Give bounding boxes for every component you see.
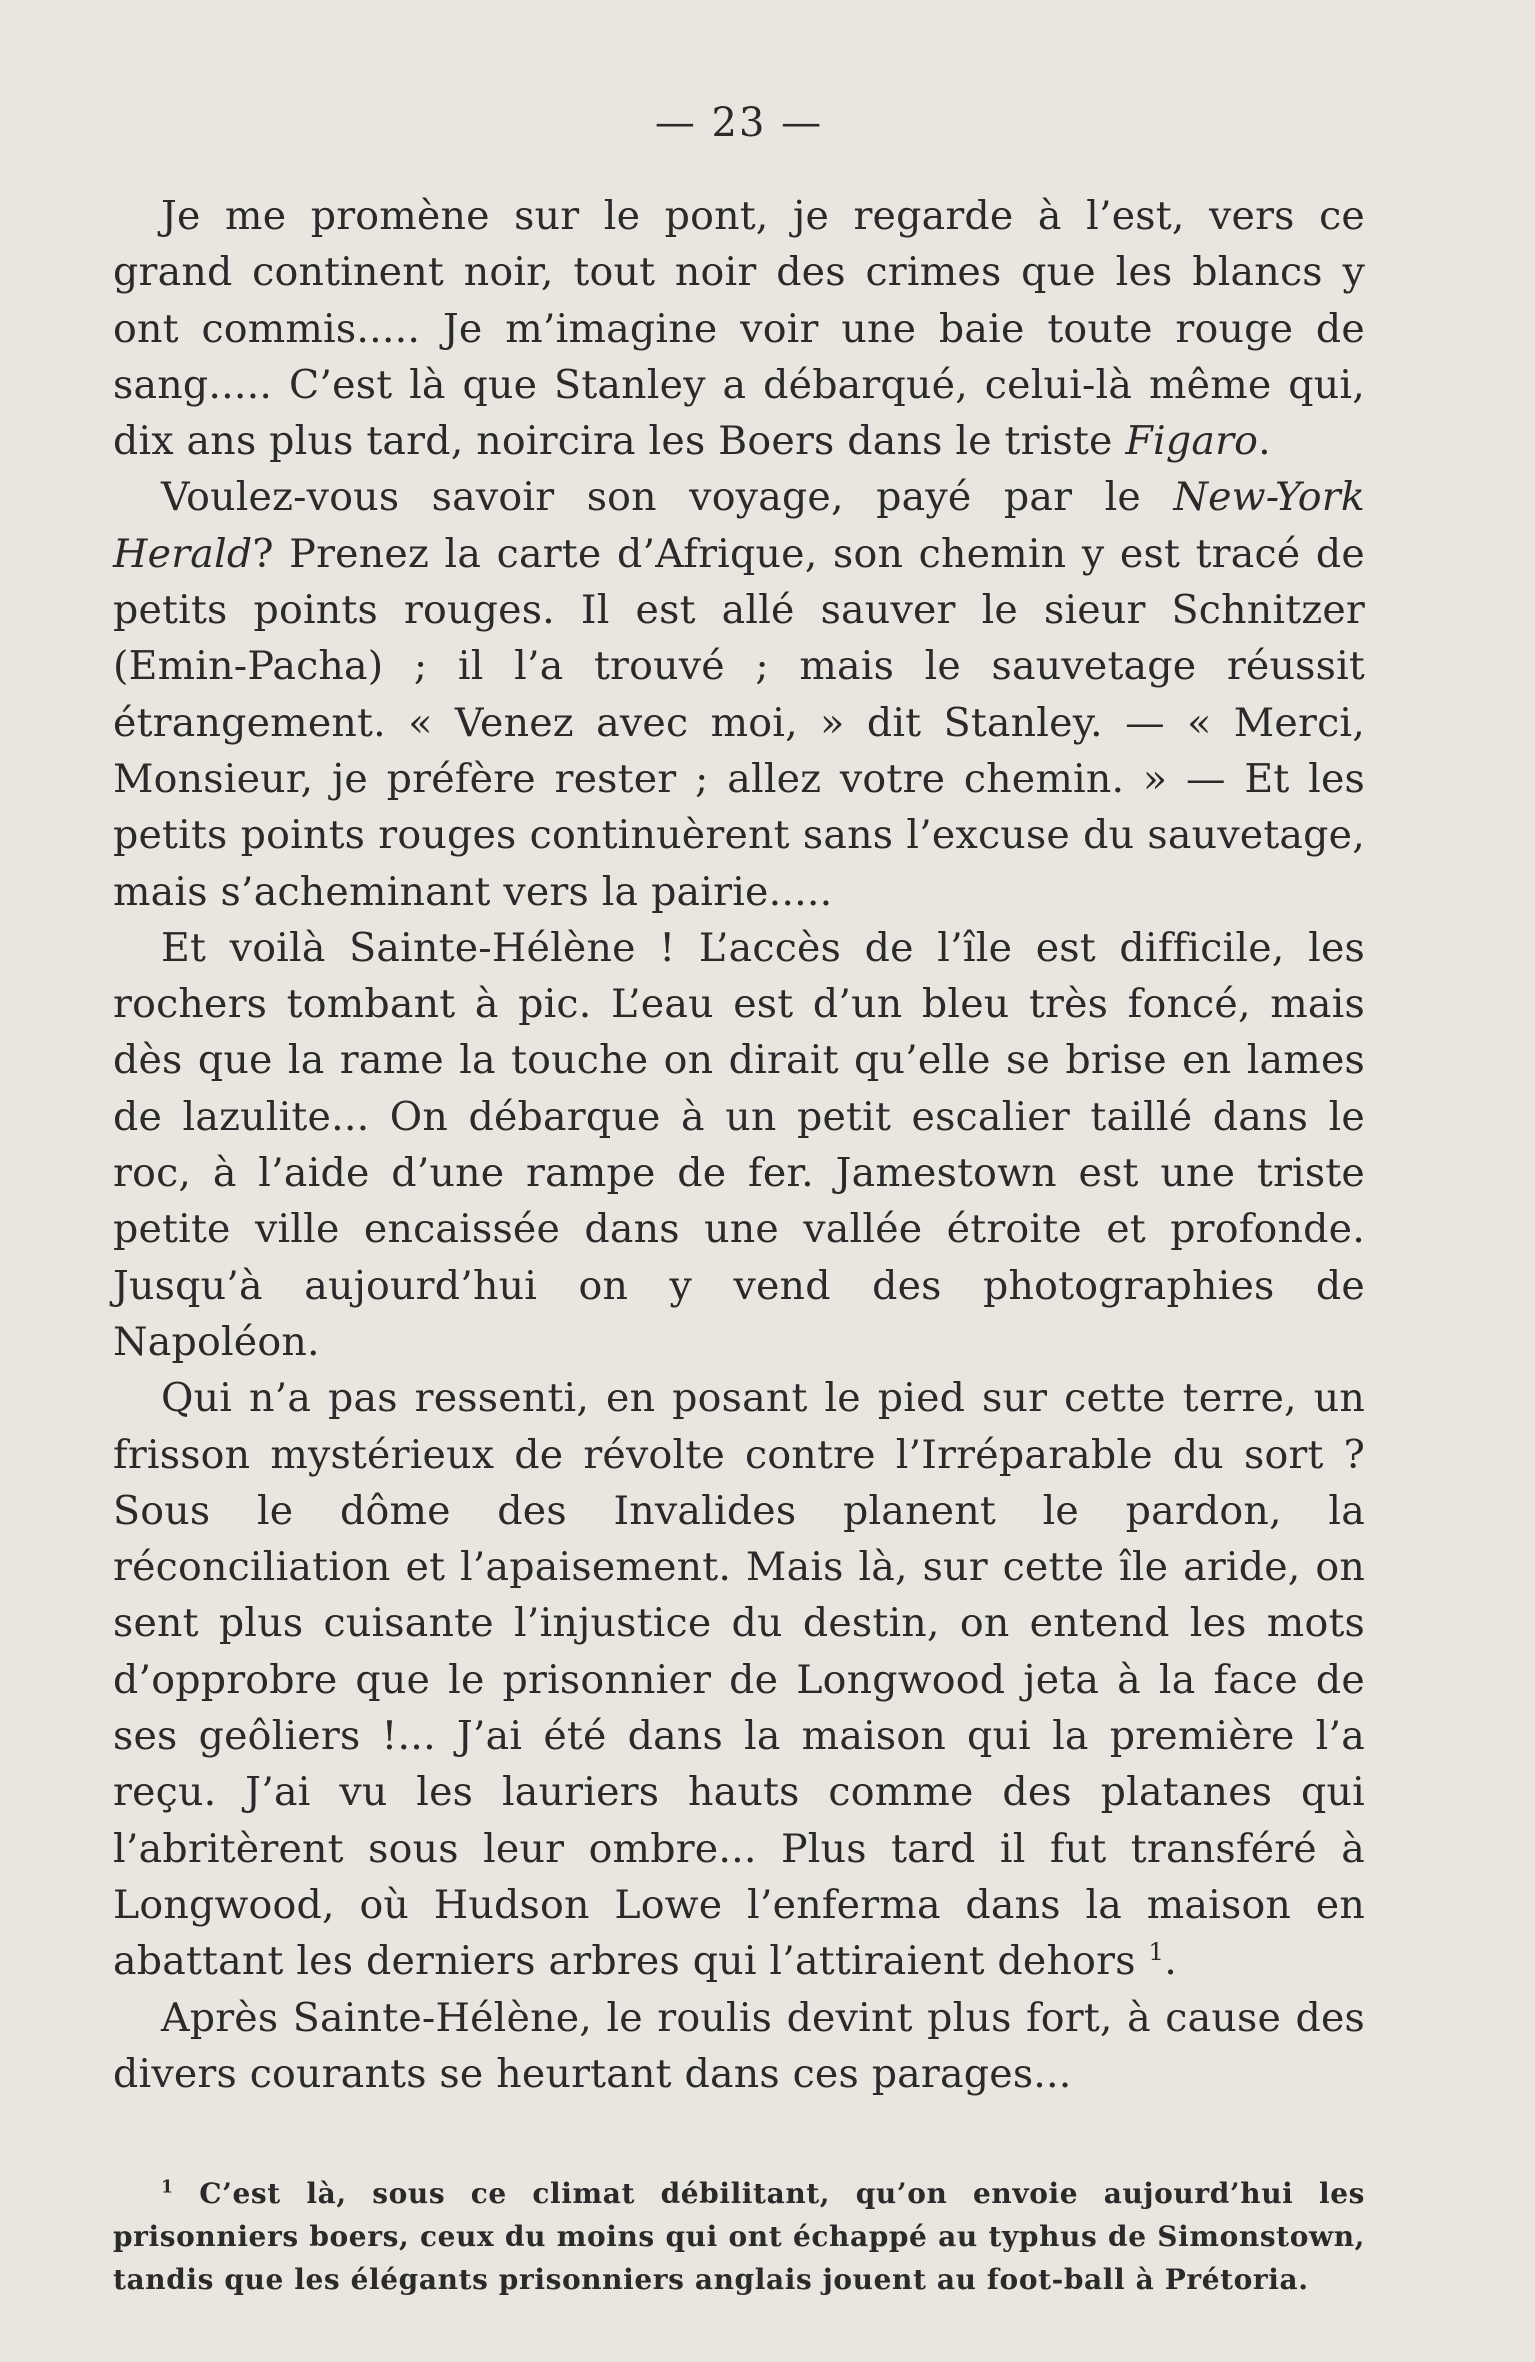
paragraph-4: [113, 1370, 1365, 1989]
text-run: Voulez-vous savoir son voyage, payé par le: [161, 474, 1174, 521]
paragraph-5: [113, 1990, 1365, 2103]
text-run: ? Prenez la carte d’Afrique, son chemin y est tracé de petits points rouges. Il est allé sauver le sieur Schnitzer (Emin-Pacha) ; il l’a trouvé ; mais le sauvetage réussit étrangement. « Venez avec moi, » dit Stanley. — « Merci, Monsieur, je préfère rester ; allez votre chemin. » — Et les petits points rouges continuèrent sans l’excuse du sauvetage, mais s’acheminant vers la pairie.....: [113, 530, 1365, 915]
footnote-text: C’est là, sous ce climat débilitant, qu’on envoie aujourd’hui les prisonniers boers, ceux du moins qui ont échappé au typhus de Simonstown, tandis que les élégants prisonniers anglais jouent au foot-ball à Prétoria.: [113, 2177, 1365, 2297]
paragraph-1: [113, 188, 1365, 469]
page-number: — 23 —: [654, 100, 824, 146]
text-run: Qui n’a pas ressenti, en posant le pied sur cette terre, un frisson mystérieux de révolte contre l’Irréparable du sort ? Sous le dôme des Invalides planent le pardon, la réconciliation et l’apaisement. Mais là, sur cette île aride, on sent plus cuisante l’injustice du destin, on entend les mots d’opprobre que le prisonnier de Longwood jeta à la face de ses geôliers !... J’ai été dans la maison qui la première l’a reçu. J’ai vu les lauriers hauts comme des platanes qui l’abritèrent sous leur ombre... Plus tard il fut transféré à Longwood, où Hudson Lowe l’enferma dans la maison en abattant les derniers arbres qui l’attiraient dehors: [113, 1375, 1365, 1985]
paragraph-2: [113, 469, 1365, 919]
footnotes: [113, 2172, 1365, 2301]
footnote-1: [113, 2172, 1365, 2301]
italic-title: Figaro: [1125, 418, 1259, 465]
paragraph-3: [113, 920, 1365, 1370]
body-text: [113, 188, 1365, 2102]
text-run: .: [1164, 1938, 1177, 1985]
text-run: Après Sainte-Hélène, le roulis devint plus fort, à cause des divers courants se heurtant dans ces parages...: [113, 1994, 1365, 2097]
italic-title: New-York Herald: [113, 474, 1365, 577]
footnote-marker: 1: [161, 2177, 174, 2198]
text-run: Et voilà Sainte-Hélène ! L’accès de l’île est difficile, les rochers tombant à pic. L’eau est d’un bleu très foncé, mais dès que la rame la touche on dirait qu’elle se brise en lames de lazulite... On débarque à un petit escalier taillé dans le roc, à l’aide d’une rampe de fer. Jamestown est une triste petite ville encaissée dans une vallée étroite et profonde. Jusqu’à aujourd’hui on y vend des photographies de Napoléon.: [113, 924, 1365, 1365]
footnote-reference: 1: [1148, 1937, 1165, 1967]
text-run: .: [1258, 418, 1271, 465]
text-run: Je me promène sur le pont, je regarde à l’est, vers ce grand continent noir, tout noir des crimes que les blancs y ont commis..... Je m’imagine voir une baie toute rouge de sang..... C’est là que Stanley a débarqué, celui-là même qui, dix ans plus tard, noircira les Boers dans le triste: [113, 193, 1365, 465]
